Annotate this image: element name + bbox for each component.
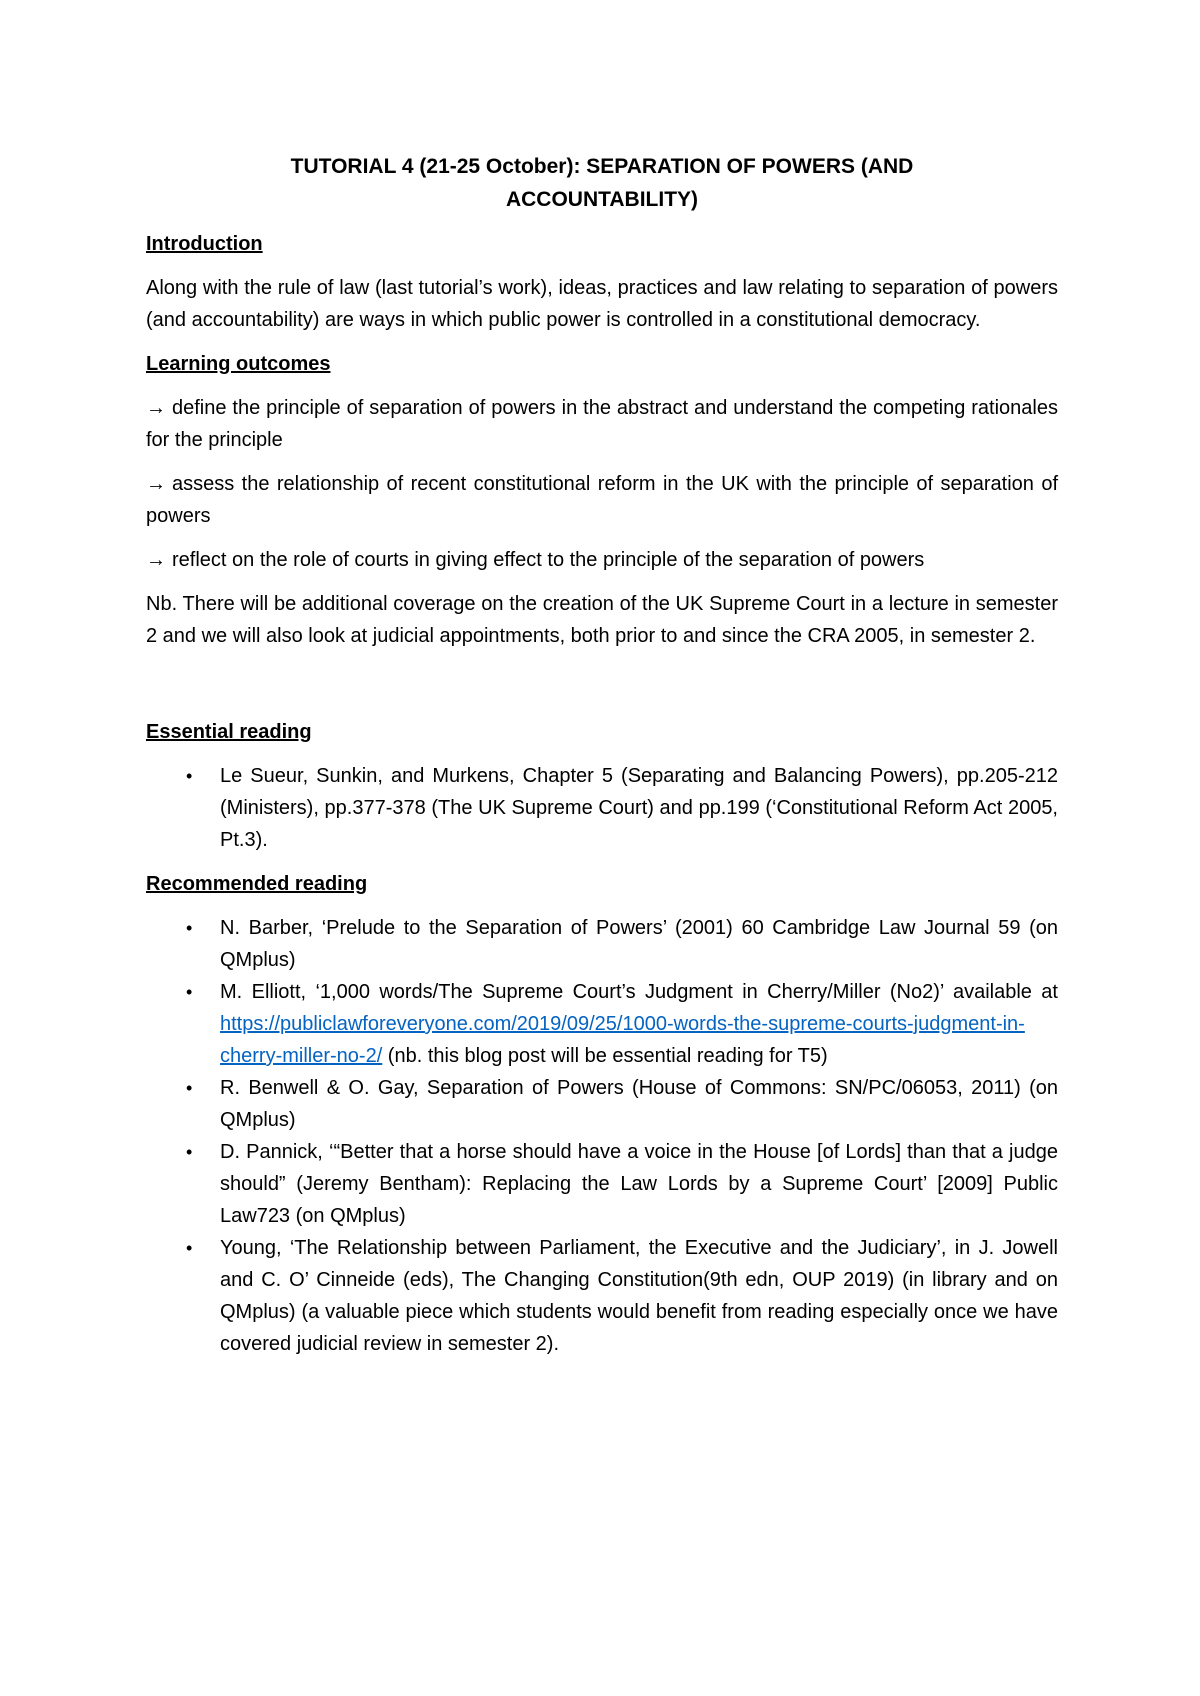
section-spacer (146, 664, 1058, 716)
recommended-reading-text: (nb. this blog post will be essential reading for T5) (382, 1045, 828, 1067)
learning-outcome-item (146, 468, 1058, 532)
introduction-text: Along with the rule of law (last tutorial’s work), ideas, practices and law relating to separation of powers (and accountability) are ways in which public power is controlled in a constitutional democracy. (146, 277, 1058, 331)
introduction-heading: Introduction (146, 233, 263, 255)
essential-reading-list (146, 760, 1058, 856)
bullet-icon: • (186, 1142, 193, 1162)
list-item (146, 976, 1058, 1072)
list-item (146, 1072, 1058, 1136)
recommended-reading-text: Young, ‘The Relationship between Parliament, the Executive and the Judiciary’, in J. Jowell and C. O’ Cinneide (eds), The Changing Constitution(9th edn, OUP 2019) (in library and on QMplus) (a valuable piece which students would benefit from reading especially once we have covered judicial review in semester 2). (220, 1237, 1058, 1355)
document-page (146, 150, 1058, 1372)
learning-outcomes-heading: Learning outcomes (146, 353, 331, 375)
list-item (146, 1232, 1058, 1360)
recommended-reading-text: M. Elliott, ‘1,000 words/The Supreme Court’s Judgment in Cherry/Miller (No2)’ available at (220, 981, 1058, 1003)
learning-outcome-item (146, 544, 1058, 576)
title-line-2: ACCOUNTABILITY) (505, 188, 699, 211)
essential-reading-heading: Essential reading (146, 721, 312, 743)
learning-outcome-text: define the principle of separation of powers in the abstract and understand the competing rationales for the principle (146, 397, 1058, 451)
bullet-icon: • (186, 1238, 193, 1258)
recommended-reading-heading: Recommended reading (146, 873, 368, 895)
recommended-reading-text: D. Pannick, ‘“Better that a horse should have a voice in the House [of Lords] than that a judge should” (Jeremy Bentham): Replacing the Law Lords by a Supreme Court’ [2009] Public Law723 (on QMplus) (220, 1141, 1058, 1227)
document-title (146, 150, 1058, 216)
arrow-right-icon: → (146, 549, 166, 571)
arrow-right-icon: → (146, 397, 166, 419)
recommended-reading-list (146, 912, 1058, 1360)
essential-reading-text: Le Sueur, Sunkin, and Murkens, Chapter 5 (Separating and Balancing Powers), pp.205-212 (Ministers), pp.377-378 (The UK Supreme Court) and pp.199 (‘Constitutional Reform Act 2005, Pt.3). (220, 765, 1058, 851)
learning-outcome-item (146, 392, 1058, 456)
list-item (146, 1136, 1058, 1232)
blog-post-link[interactable]: https://publiclawforeveryone.com/2019/09/25/1000-words-the-supreme-courts-judgment-in-cherry-miller-no-2/ (220, 1013, 1025, 1067)
list-item (146, 912, 1058, 976)
learning-outcome-text: reflect on the role of courts in giving effect to the principle of the separation of powers (172, 549, 925, 571)
bullet-icon: • (186, 1078, 193, 1098)
list-item (146, 760, 1058, 856)
recommended-reading-text: R. Benwell & O. Gay, Separation of Powers (House of Commons: SN/PC/06053, 2011) (on QMplus) (220, 1077, 1058, 1131)
recommended-reading-text: N. Barber, ‘Prelude to the Separation of Powers’ (2001) 60 Cambridge Law Journal 59 (on QMplus) (220, 917, 1058, 971)
learning-outcome-text: assess the relationship of recent constitutional reform in the UK with the principle of separation of powers (146, 473, 1058, 527)
note-paragraph: Nb. There will be additional coverage on the creation of the UK Supreme Court in a lecture in semester 2 and we will also look at judicial appointments, both prior to and since the CRA 2005, in semester 2. (146, 593, 1058, 647)
bullet-icon: • (186, 766, 193, 786)
bullet-icon: • (186, 918, 193, 938)
title-line-1: TUTORIAL 4 (21-25 October): SEPARATION OF POWERS (AND (290, 155, 914, 178)
arrow-right-icon: → (146, 473, 166, 495)
bullet-icon: • (186, 982, 193, 1002)
